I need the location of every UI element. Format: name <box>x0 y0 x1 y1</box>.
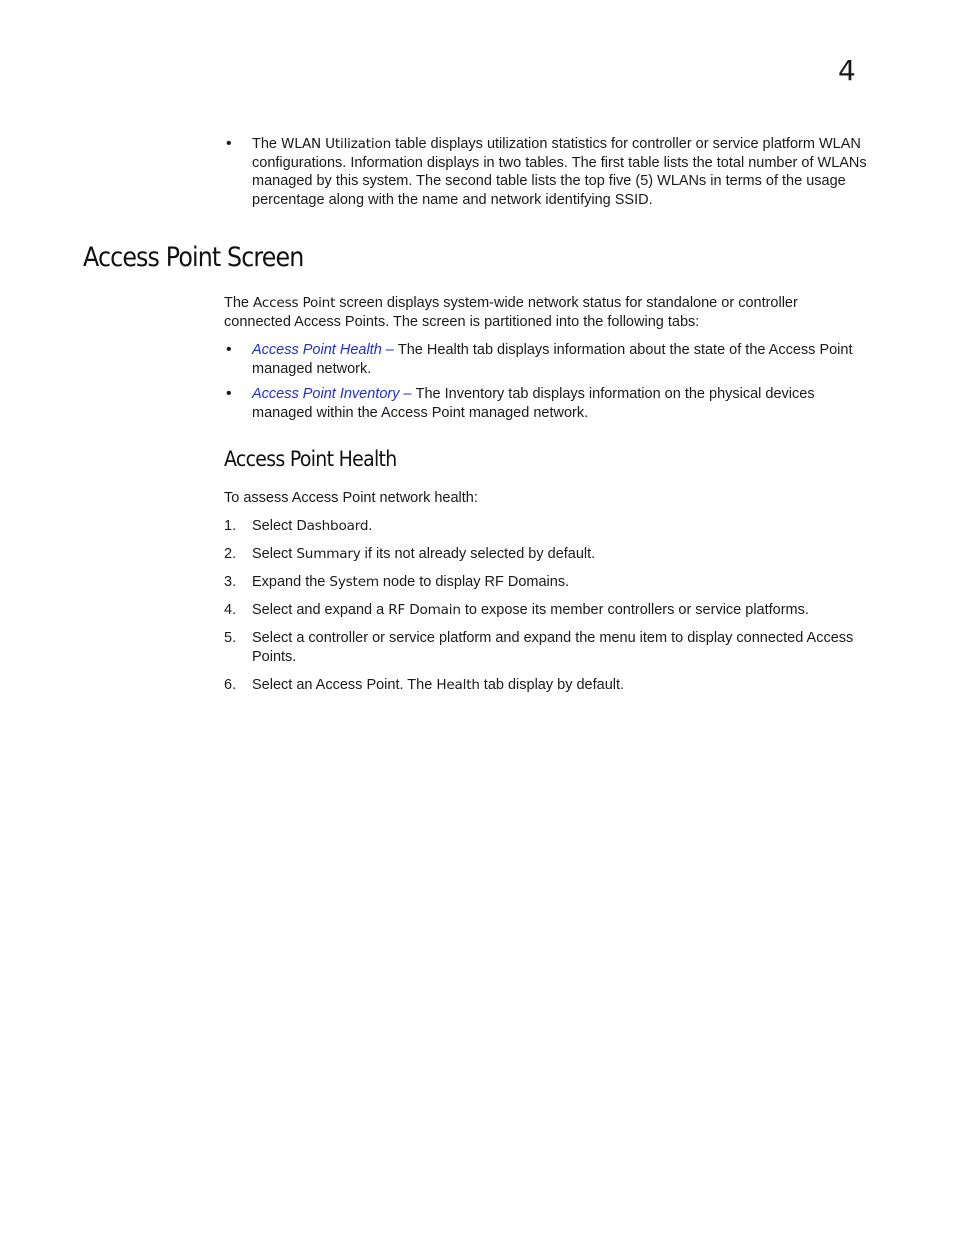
ui-term: Access Point <box>253 295 336 311</box>
subsection-title: Access Point Health <box>224 447 397 472</box>
step-number: 3. <box>224 574 237 590</box>
wlan-utilization-paragraph <box>252 135 874 209</box>
step-text <box>252 573 872 592</box>
step-text <box>252 601 872 620</box>
text: The Health tab displays information about the state of the Access Point managed network. <box>252 342 853 377</box>
step-number: 5. <box>224 630 237 646</box>
ui-term: System <box>329 574 379 590</box>
text: Select a controller or service platform and expand the menu item to display connected Access Points. <box>252 630 854 665</box>
bullet-icon: • <box>226 135 232 152</box>
step-number: 2. <box>224 546 237 562</box>
text: . <box>368 518 373 534</box>
step-text <box>252 676 872 695</box>
text: tab display by default. <box>479 677 625 693</box>
text: Select an Access Point. The <box>252 677 437 693</box>
subsection-intro: To assess Access Point network health: <box>224 490 478 506</box>
step-number: 6. <box>224 677 237 693</box>
ui-term: Dashboard <box>296 518 369 534</box>
step-text <box>252 545 872 564</box>
text: table displays utilization statistics for controller or service platform WLAN configurations. Information displays in two tables. The first table lists the total number of WLANs managed by this system. The second table lists the top five (5) WLANs in terms of the usage percentage along with the name and network identifying SSID. <box>252 136 867 208</box>
bullet-icon: • <box>226 341 232 358</box>
text: Select and expand a <box>252 602 389 618</box>
step-number: 4. <box>224 602 237 618</box>
bullet-icon: • <box>226 385 232 402</box>
chapter-number: 4 <box>838 54 856 87</box>
ui-term: Summary <box>296 546 361 562</box>
text: The <box>224 295 254 311</box>
text: node to display RF Domains. <box>378 574 570 590</box>
ui-term: Health <box>436 677 480 693</box>
tab-bullet-inventory <box>252 385 852 422</box>
access-point-inventory-link[interactable]: Access Point Inventory <box>252 386 400 402</box>
text: Expand the <box>252 574 330 590</box>
text: to expose its member controllers or service platforms. <box>460 602 809 618</box>
step-number: 1. <box>224 518 237 534</box>
separator: – <box>399 386 416 402</box>
step-text <box>252 517 872 536</box>
tab-bullet-health <box>252 341 874 378</box>
text: screen displays system-wide network status for standalone or controller connected Access Points. The screen is partitioned into the following tabs: <box>224 295 798 330</box>
ui-term: WLAN Utilization <box>281 136 392 152</box>
section-intro <box>224 294 864 331</box>
step-text <box>252 629 872 666</box>
text: if its not already selected by default. <box>360 546 596 562</box>
separator: – <box>381 342 398 358</box>
ui-term: RF Domain <box>388 602 461 618</box>
access-point-health-link[interactable]: Access Point Health <box>252 342 382 358</box>
text: The <box>252 136 282 152</box>
section-title: Access Point Screen <box>83 242 304 273</box>
text: Select <box>252 546 297 562</box>
text: Select <box>252 518 297 534</box>
text: The Inventory tab displays information on the physical devices managed within the Access Point managed network. <box>252 386 815 421</box>
